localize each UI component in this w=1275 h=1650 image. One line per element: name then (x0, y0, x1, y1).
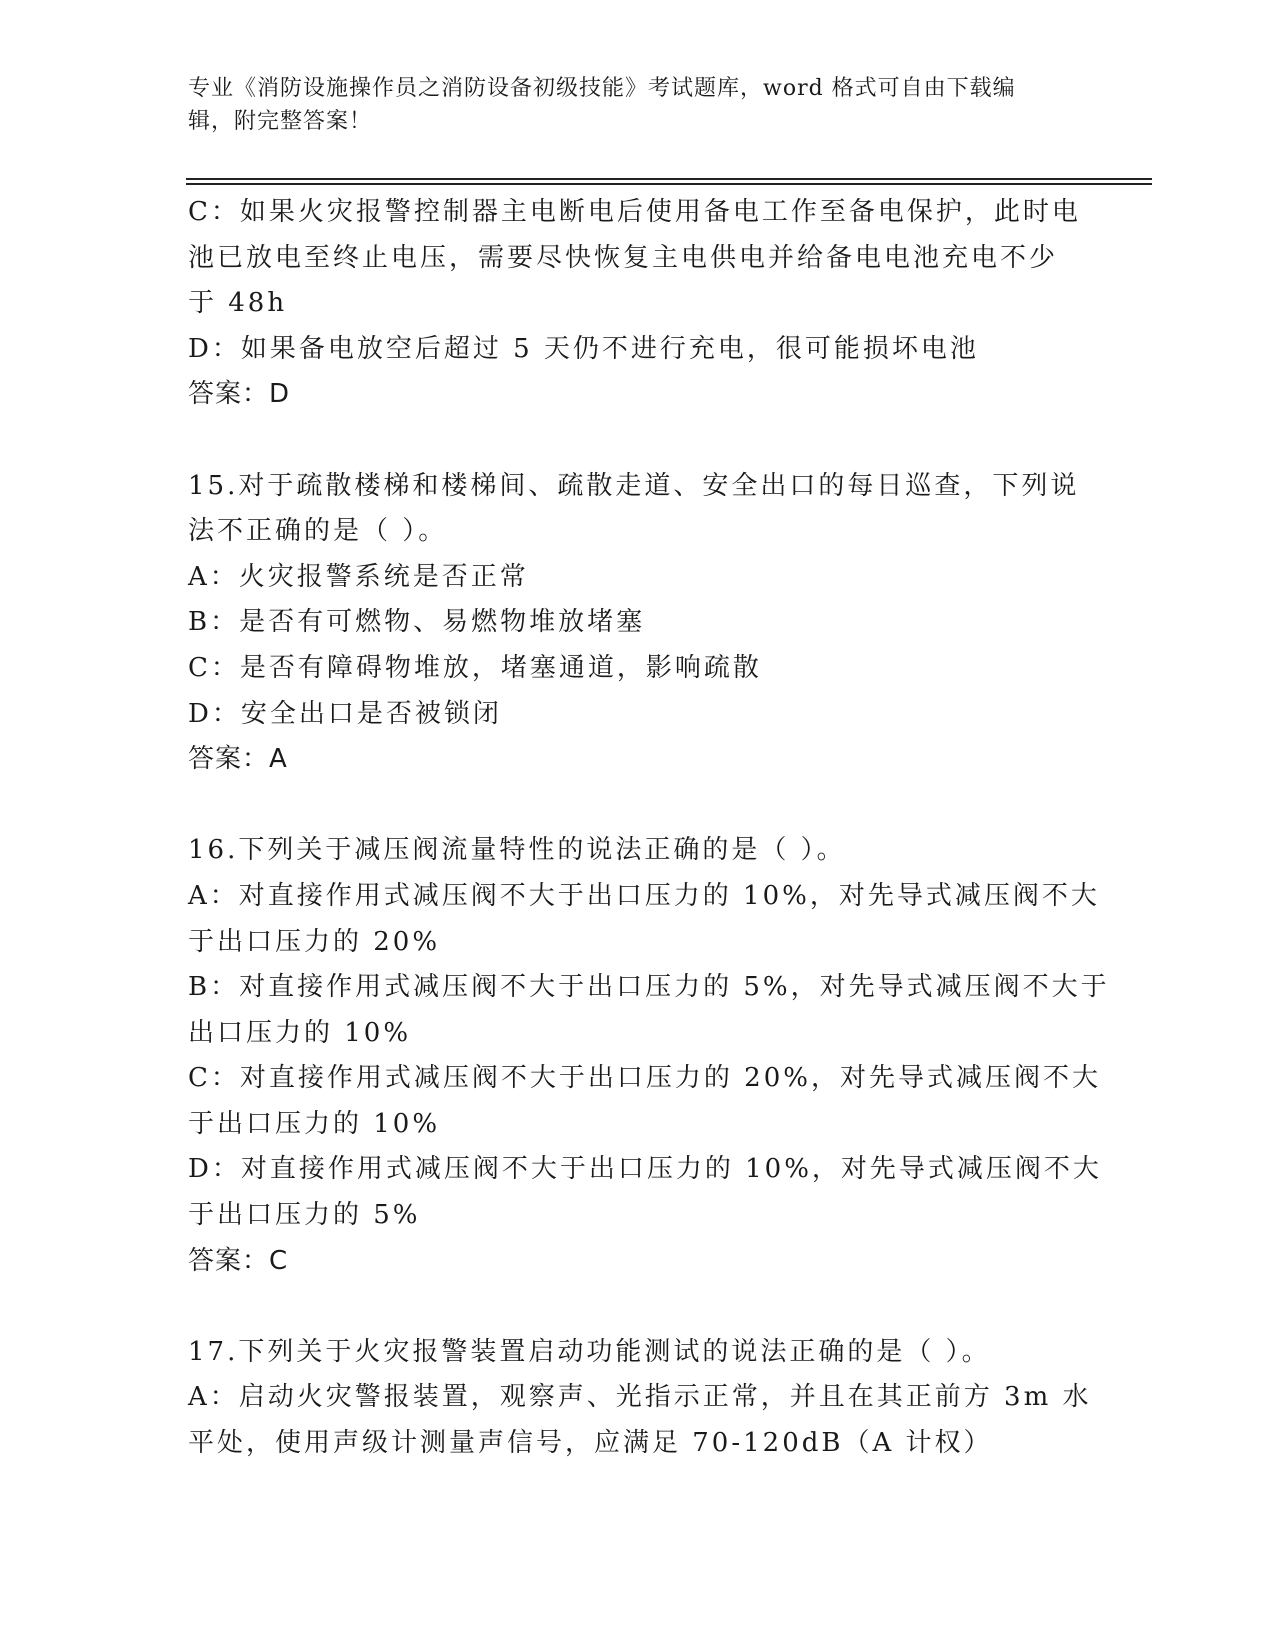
q14-option-d: D：如果备电放空后超过 5 天仍不进行充电，很可能损坏电池 (188, 333, 979, 364)
q15-option-b: B：是否有可燃物、易燃物堆放堵塞 (188, 607, 646, 638)
q15-stem-line1: 15.对于疏散楼梯和楼梯间、疏散走道、安全出口的每日巡查，下列说 (188, 470, 1080, 501)
header-divider-bottom (186, 183, 1152, 185)
spacer (188, 418, 1088, 464)
question-16 (188, 828, 1110, 1284)
header-line-2: 辑，附完整答案！ (188, 109, 373, 134)
q17-option-a-line1: A：启动火灾警报装置，观察声、光指示正常，并且在其正前方 3m 水 (188, 1382, 1092, 1413)
q16-option-c-line1: C：对直接作用式减压阀不大于出口压力的 20%，对先导式减压阀不大 (188, 1063, 1101, 1094)
q16-option-b-line2: 出口压力的 10% (188, 1017, 412, 1048)
q16-option-c-line2: 于出口压力的 10% (188, 1108, 441, 1139)
q16-option-d-line2: 于出口压力的 5% (188, 1200, 421, 1231)
spacer (188, 1284, 1088, 1330)
q14-answer: 答案：D (188, 379, 291, 410)
q17-option-a-line2: 平处，使用声级计测量声信号，应满足 70-120dB（A 计权） (188, 1428, 993, 1459)
q15-stem-line2: 法不正确的是（ ）。 (188, 516, 448, 547)
question-17 (188, 1330, 1092, 1467)
q16-answer: 答案：C (188, 1245, 289, 1276)
spacer (188, 783, 1088, 829)
q16-option-b-line1: B：对直接作用式减压阀不大于出口压力的 5%，对先导式减压阀不大于 (188, 972, 1110, 1003)
page-header (188, 72, 1068, 138)
header-divider-top (186, 178, 1152, 180)
question-15 (188, 464, 1088, 783)
q15-answer: 答案：A (188, 744, 288, 775)
q17-stem: 17.下列关于火灾报警装置启动功能测试的说法正确的是（ ）。 (188, 1336, 991, 1367)
question-14-continued (188, 190, 1088, 418)
q15-option-a: A：火灾报警系统是否正常 (188, 561, 529, 592)
question-content (188, 190, 1110, 1467)
q16-stem: 16.下列关于减压阀流量特性的说法正确的是（ ）。 (188, 835, 846, 866)
q16-option-a-line1: A：对直接作用式减压阀不大于出口压力的 10%，对先导式减压阀不大 (188, 880, 1100, 911)
q15-option-d: D：安全出口是否被锁闭 (188, 698, 502, 729)
q16-option-a-line2: 于出口压力的 20% (188, 926, 441, 957)
header-line-1: 专业《消防设施操作员之消防设备初级技能》考试题库，word 格式可自由下载编 (188, 76, 1016, 101)
q14-option-c-line3: 于 48h (188, 288, 288, 319)
q16-option-d-line1: D：对直接作用式减压阀不大于出口压力的 10%，对先导式减压阀不大 (188, 1154, 1102, 1185)
q14-option-c-line1: C：如果火灾报警控制器主电断电后使用备电工作至备电保护，此时电 (188, 197, 1081, 227)
q14-option-c-line2: 池已放电至终止电压，需要尽快恢复主电供电并给备电电池充电不少 (188, 242, 1059, 273)
q15-option-c: C：是否有障碍物堆放，堵塞通道，影响疏散 (188, 652, 762, 683)
